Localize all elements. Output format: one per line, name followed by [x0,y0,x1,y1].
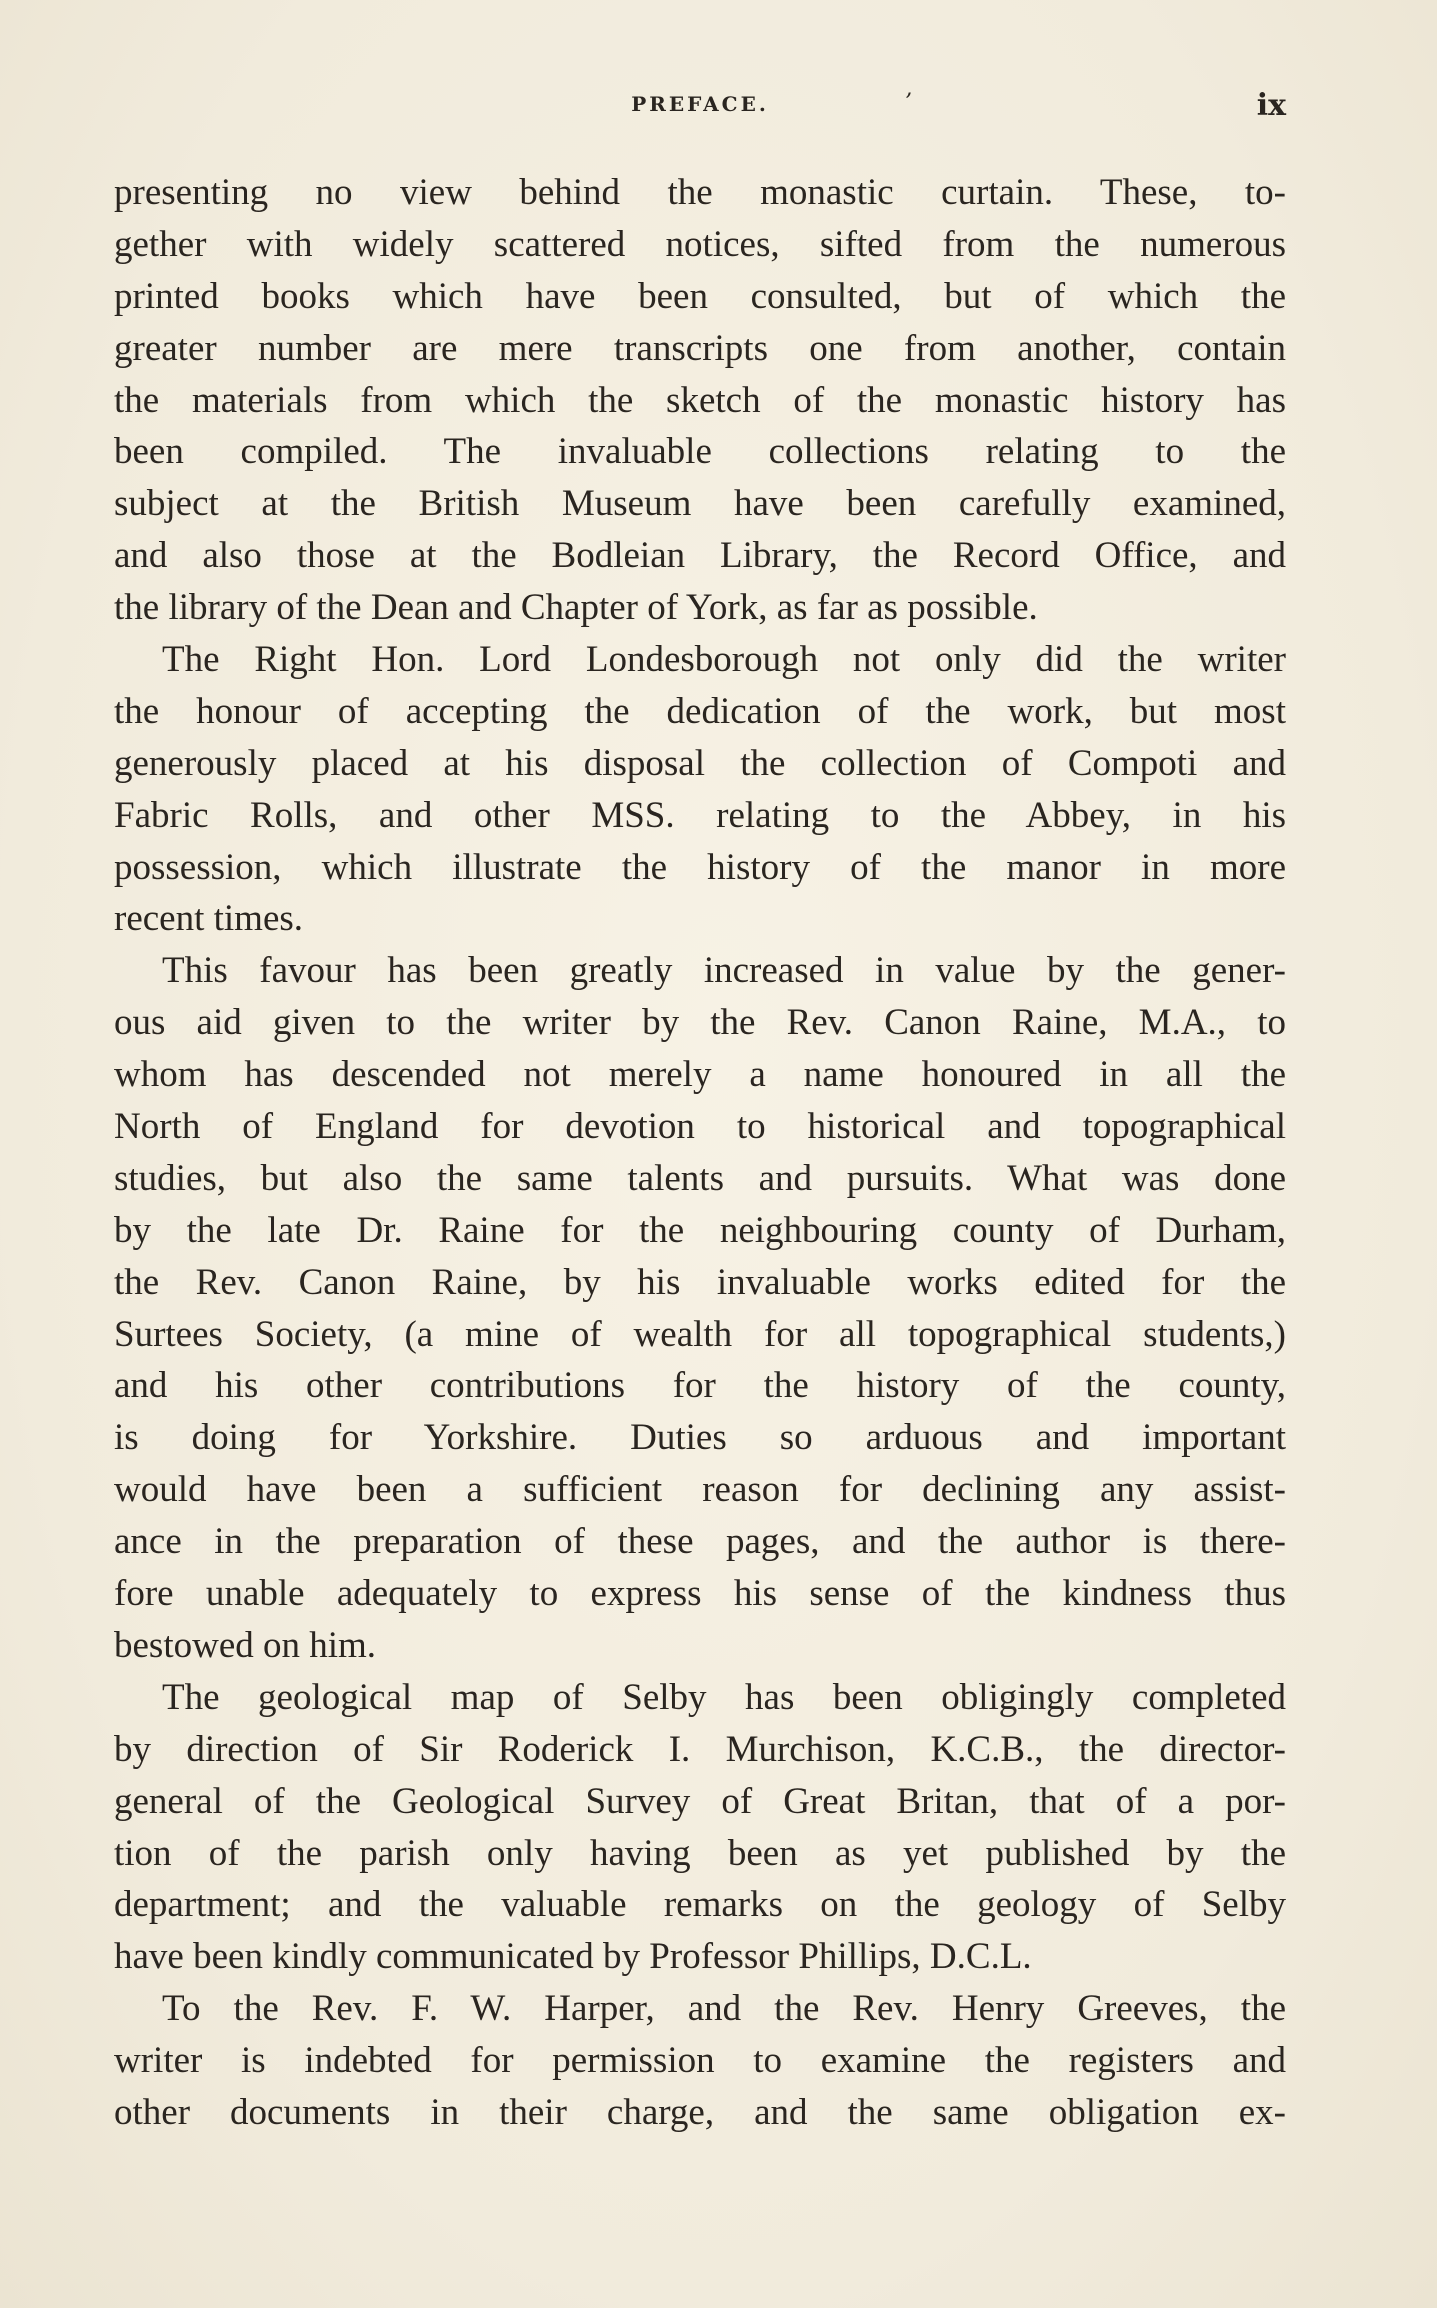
text-line: tion of the parish only having been as yet published by the [114,1832,1286,1874]
text-line: Fabric Rolls, and other MSS. relating to the Abbey, in his [114,794,1286,836]
text-line: bestowed on him. [114,1624,377,1666]
text-line: ance in the preparation of these pages, and the author is there- [114,1521,1286,1563]
text-line: and also those at the Bodleian Library, the Record Office, and [114,535,1286,577]
text-line: the honour of accepting the dedication of the work, but most [114,690,1286,732]
text-line: North of England for devotion to historical and topographical [114,1106,1286,1148]
text-line: generously placed at his disposal the collection of Compoti and [114,742,1286,784]
text-line: This favour has been greatly increased in value by the gener- [162,950,1286,992]
text-line: subject at the British Museum have been carefully examined, [114,483,1286,525]
text-line: whom has descended not merely a name honoured in all the [114,1054,1286,1096]
text-line: the Rev. Canon Raine, by his invaluable works edited for the [114,1261,1286,1303]
page-number: ix [1256,88,1286,123]
printer-mark: ’ [905,90,912,115]
text-line: department; and the valuable remarks on the geology of Selby [114,1884,1286,1926]
text-line: would have been a sufficient reason for declining any assist- [114,1469,1286,1511]
text-line: been compiled. The invaluable collections relating to the [114,431,1286,473]
text-line: by direction of Sir Roderick I. Murchison, K.C.B., the director- [114,1728,1286,1770]
text-line: recent times. [114,898,304,940]
text-line: To the Rev. F. W. Harper, and the Rev. Henry Greeves, the [162,1988,1286,2030]
text-line: is doing for Yorkshire. Duties so arduous and important [114,1417,1286,1459]
text-line: Surtees Society, (a mine of wealth for all topographical students,) [114,1313,1286,1355]
text-line: and his other contributions for the history of the county, [114,1365,1286,1407]
body-text [114,167,1286,2139]
text-line: ous aid given to the writer by the Rev. Canon Raine, M.A., to [114,1002,1286,1044]
text-line: gether with widely scattered notices, sifted from the numerous [114,223,1286,265]
text-line: the library of the Dean and Chapter of York, as far as possible. [114,587,1038,629]
text-line: general of the Geological Survey of Great Britan, that of a por- [114,1780,1286,1822]
text-line: the materials from which the sketch of the monastic history has [114,379,1286,421]
text-line: possession, which illustrate the history of the manor in more [114,846,1286,888]
text-line: presenting no view behind the monastic curtain. These, to- [114,172,1286,213]
text-line: by the late Dr. Raine for the neighbouring county of Durham, [114,1209,1286,1251]
text-line: The Right Hon. Lord Londesborough not only did the writer [162,639,1286,681]
text-line: writer is indebted for permission to examine the registers and [114,2040,1286,2082]
text-line: greater number are mere transcripts one from another, contain [114,327,1286,369]
text-line: The geological map of Selby has been obligingly completed [162,1676,1286,1718]
running-head [114,88,1286,128]
text-line: printed books which have been consulted, but of which the [114,275,1286,317]
text-line: fore unable adequately to express his sense of the kindness thus [114,1573,1286,1615]
text-line: studies, but also the same talents and pursuits. What was done [114,1157,1286,1199]
running-title: PREFACE. [631,92,769,116]
text-line: have been kindly communicated by Professor Phillips, D.C.L. [114,1936,1032,1978]
text-line: other documents in their charge, and the same obligation ex- [114,2091,1286,2133]
